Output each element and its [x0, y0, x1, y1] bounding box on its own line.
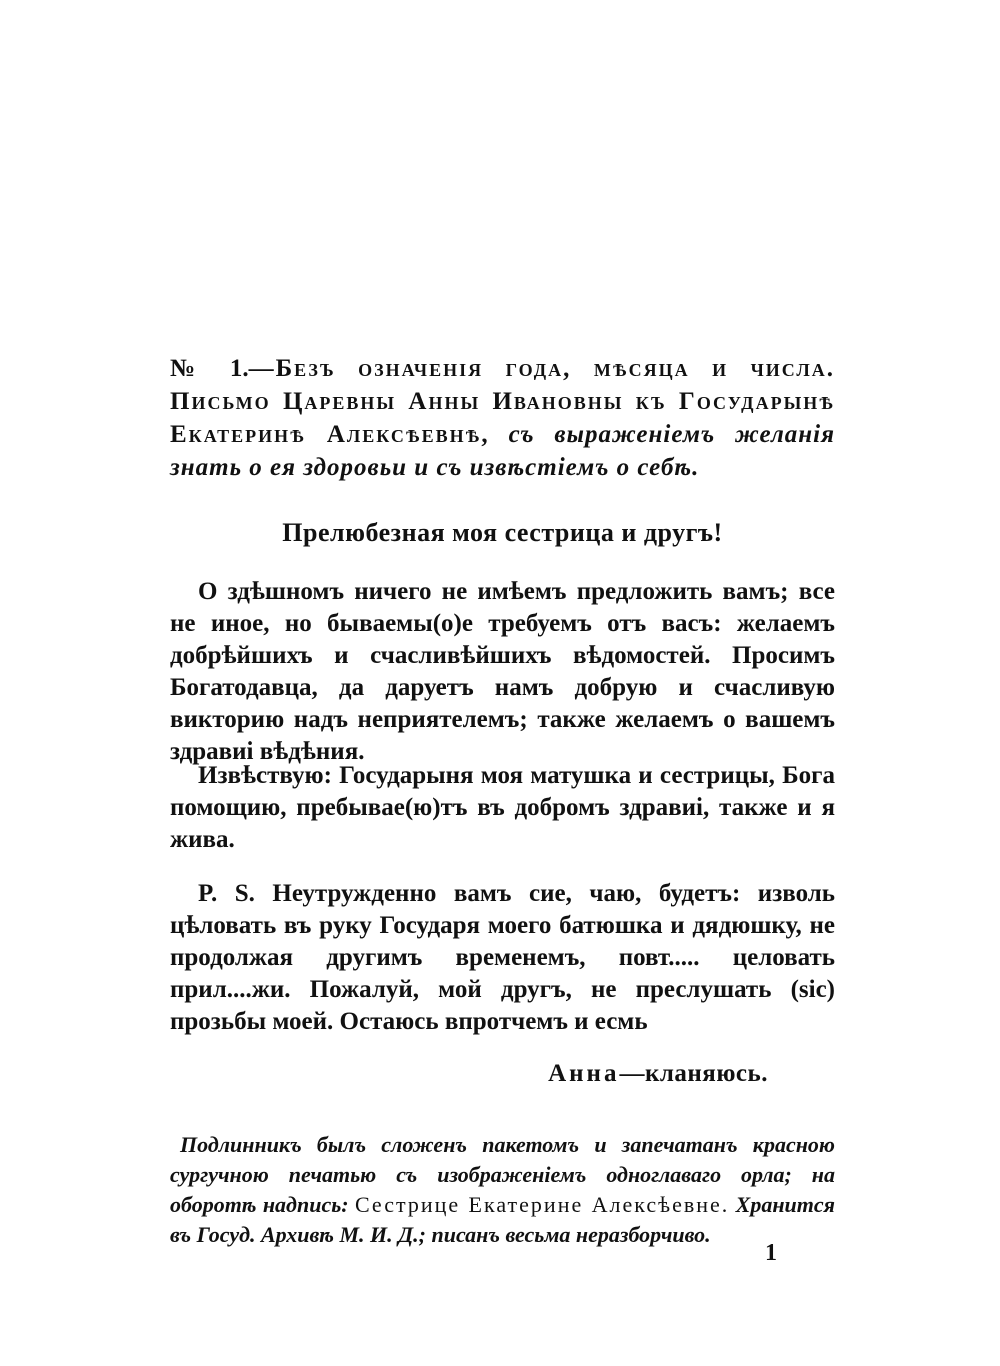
footnote-archive-note: Хранится въ Госуд. Архивѣ М. И. Д.; писанъ весьма неразборчиво. [170, 1192, 835, 1247]
heading-title: —Безъ означенія года, мѣсяца и числа. Письмо Царевны Анны Ивановны къ Государынѣ Екатеринѣ Алексѣевнѣ, [170, 355, 835, 448]
letter-paragraph-1: О здѣшномъ ничего не имѣемъ предложить вамъ; все не иное, но бываемы(о)е требуемъ отъ васъ: желаемъ добрѣйшихъ и счасливѣйшихъ вѣдомостей. Просимъ Богатодавца, да даруетъ намъ добрую и счасливую викторию надъ неприятелемъ; также желаемъ о вашемъ здравиі вѣдѣния. [170, 578, 835, 765]
footnote-inscription: Сестрице Екатерине Алексѣевне. [354, 1192, 730, 1217]
editorial-footnote [170, 1130, 835, 1250]
letter-signature [548, 1060, 768, 1088]
letter-salutation: Прелюбезная моя сестрица и другъ! [282, 518, 723, 547]
document-number: № 1. [170, 355, 249, 382]
letter-paragraph-postscript: P. S. Неутружденно вамъ сие, чаю, будетъ: изволь цѣловать въ руку Государя моего батюшка и дядюшку, не продолжая другимъ временемъ, повт..... целовать прил....жи. Пожалуй, мой другъ, не преслушать (sic) прозьбы моей. Остаюсь впротчемъ и есмь [170, 880, 835, 1035]
letter-paragraph-2: Извѣствую: Государыня моя матушка и сестрицы, Бога помощию, пребывае(ю)тъ въ добромъ здравиі, также и я жива. [170, 762, 835, 853]
heading-summary: съ выраженіемъ желанія знать о ея здоровьи и съ извѣстіемъ о себѣ. [170, 421, 836, 481]
signature-closing: —кланяюсь. [619, 1060, 768, 1087]
signature-name: Анна [548, 1060, 620, 1087]
footnote-description: Подлинникъ былъ сложенъ пакетомъ и запечатанъ красною сургучною печатью съ изображеніемъ одноглаваго орла; на оборотѣ надпись: [170, 1132, 835, 1217]
document-heading [170, 352, 835, 484]
page-number: 1 [765, 1240, 777, 1266]
